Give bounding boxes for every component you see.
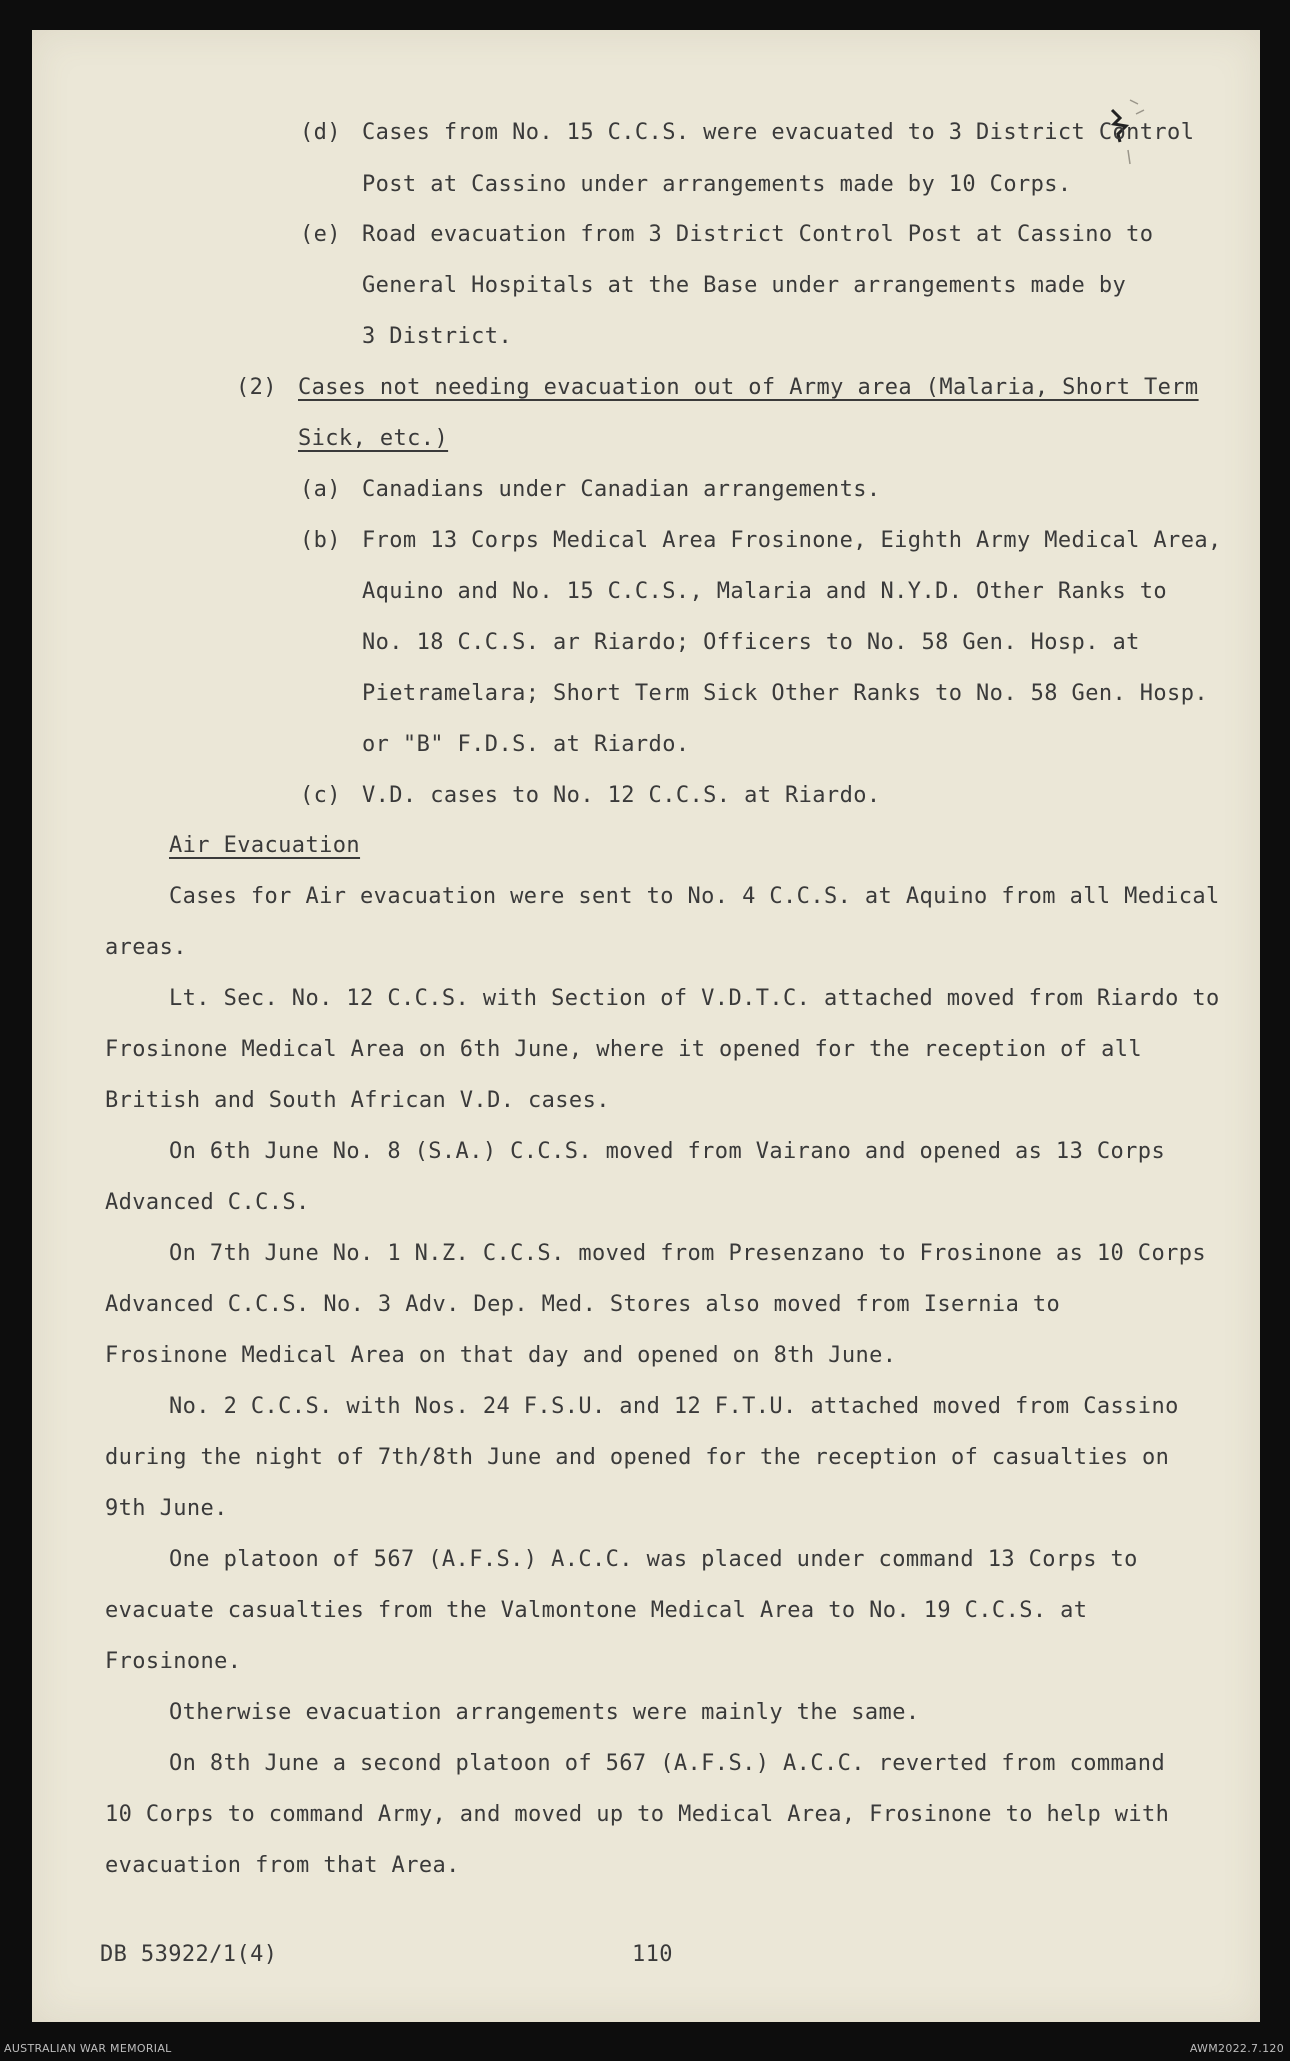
text-line: evacuate casualties from the Valmontone Medical Area to No. 19 C.C.S. at — [105, 1598, 1088, 1623]
item-label-e: (e) — [300, 222, 341, 247]
text-line: British and South African V.D. cases. — [105, 1088, 610, 1113]
text-line: No. 2 C.C.S. with Nos. 24 F.S.U. and 12 F.T.U. attached moved from Cassino — [169, 1394, 1179, 1419]
text-line: Pietramelara; Short Term Sick Other Ranks to No. 58 Gen. Hosp. — [362, 681, 1208, 706]
text-line: Advanced C.C.S. No. 3 Adv. Dep. Med. Stores also moved from Isernia to — [105, 1292, 1061, 1317]
document-page — [32, 30, 1260, 2022]
text-line: No. 18 C.C.S. ar Riardo; Officers to No. 58 Gen. Hosp. at — [362, 630, 1140, 655]
text-line: evacuation from that Area. — [105, 1853, 460, 1878]
text-line: Frosinone Medical Area on that day and opened on 8th June. — [105, 1343, 897, 1368]
section-heading-air-evacuation: Air Evacuation — [169, 833, 361, 858]
text-line: Road evacuation from 3 District Control Post at Cassino to — [362, 222, 1154, 247]
text-line: From 13 Corps Medical Area Frosinone, Eighth Army Medical Area, — [362, 528, 1222, 553]
text-line: 10 Corps to command Army, and moved up to Medical Area, Frosinone to help with — [105, 1802, 1170, 1827]
item-label-a: (a) — [300, 477, 341, 502]
text-line: Advanced C.C.S. — [105, 1190, 310, 1215]
section-heading: Cases not needing evacuation out of Army area (Malaria, Short Term — [298, 375, 1199, 400]
text-line: or "B" F.D.S. at Riardo. — [362, 732, 690, 757]
document-reference: DB 53922/1(4) — [100, 1942, 278, 1967]
text-line: Frosinone Medical Area on 6th June, where it opened for the reception of all — [105, 1037, 1143, 1062]
archive-reference: AWM2022.7.120 — [1189, 2042, 1284, 2055]
text-line: On 6th June No. 8 (S.A.) C.C.S. moved from Vairano and opened as 13 Corps — [169, 1139, 1166, 1164]
item-label-2: (2) — [236, 375, 277, 400]
item-label-c: (c) — [300, 783, 341, 808]
archive-label: AUSTRALIAN WAR MEMORIAL — [4, 2042, 172, 2055]
text-line: during the night of 7th/8th June and opened for the reception of casualties on — [105, 1445, 1170, 1470]
text-line: Cases for Air evacuation were sent to No. 4 C.C.S. at Aquino from all Medical — [169, 884, 1220, 909]
text-line: Canadians under Canadian arrangements. — [362, 477, 881, 502]
text-line: areas. — [105, 935, 187, 960]
section-heading: Sick, etc.) — [298, 426, 449, 451]
text-line: Cases from No. 15 C.C.S. were evacuated to 3 District Control — [362, 120, 1195, 145]
item-label-d: (d) — [300, 120, 341, 145]
text-line: 3 District. — [362, 324, 513, 349]
text-line: Frosinone. — [105, 1649, 242, 1674]
text-line: On 7th June No. 1 N.Z. C.C.S. moved from Presenzano to Frosinone as 10 Corps — [169, 1241, 1207, 1266]
item-label-b: (b) — [300, 528, 341, 553]
text-line: One platoon of 567 (A.F.S.) A.C.C. was placed under command 13 Corps to — [169, 1547, 1138, 1572]
text-line: Post at Cassino under arrangements made by 10 Corps. — [362, 172, 1072, 197]
text-line: Lt. Sec. No. 12 C.C.S. with Section of V.D.T.C. attached moved from Riardo to — [169, 986, 1220, 1011]
page-number: 110 — [632, 1942, 673, 1967]
text-line: V.D. cases to No. 12 C.C.S. at Riardo. — [362, 783, 881, 808]
text-line: On 8th June a second platoon of 567 (A.F.S.) A.C.C. reverted from command — [169, 1751, 1166, 1776]
text-line: 9th June. — [105, 1496, 228, 1521]
text-line: Aquino and No. 15 C.C.S., Malaria and N.Y.D. Other Ranks to — [362, 579, 1168, 604]
text-line: General Hospitals at the Base under arrangements made by — [362, 273, 1127, 298]
text-line: Otherwise evacuation arrangements were mainly the same. — [169, 1700, 920, 1725]
